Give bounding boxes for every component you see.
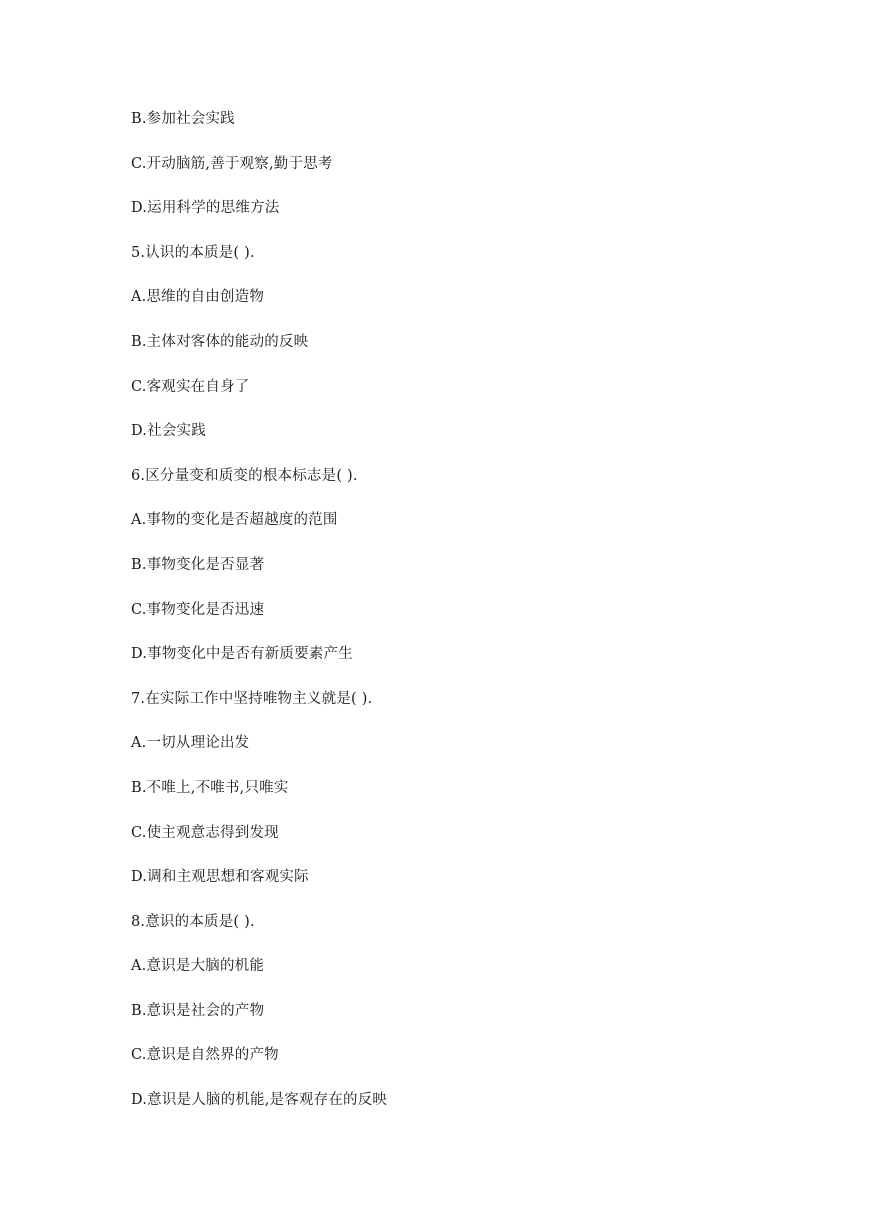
- option-text: C.事物变化是否迅速: [131, 601, 265, 618]
- question-list: [131, 108, 831, 1134]
- question-text: 8.意识的本质是( ).: [131, 913, 255, 930]
- option-text: C.意识是自然界的产物: [131, 1047, 279, 1064]
- option-text: B.参加社会实践: [131, 111, 235, 127]
- option-text: A.思维的自由创造物: [131, 289, 265, 306]
- option-text: A.一切从理论出发: [131, 735, 250, 752]
- option-text: C.客观实在自身了: [131, 378, 250, 395]
- option-text: A.事物的变化是否超越度的范围: [131, 512, 338, 529]
- option-text: C.使主观意志得到发现: [131, 824, 279, 841]
- option-text: C.开动脑筋,善于观察,勤于思考: [131, 155, 333, 172]
- question-text: 5.认识的本质是( ).: [131, 244, 255, 261]
- option-text: D.社会实践: [131, 423, 206, 440]
- question-text: 6.区分量变和质变的根本标志是( ).: [131, 467, 358, 484]
- option-text: B.主体对客体的能动的反映: [131, 333, 309, 350]
- option-text: B.事物变化是否显著: [131, 556, 265, 573]
- option-text: D.运用科学的思维方法: [131, 200, 280, 217]
- option-text: B.不唯上,不唯书,只唯实: [131, 779, 289, 796]
- question-text: 7.在实际工作中坚持唯物主义就是( ).: [131, 690, 373, 707]
- option-text: D.意识是人脑的机能,是客观存在的反映: [131, 1092, 388, 1109]
- option-text: B.意识是社会的产物: [131, 1002, 265, 1019]
- option-text: D.调和主观思想和客观实际: [131, 869, 309, 886]
- option-text: A.意识是大脑的机能: [131, 958, 265, 975]
- option-text: D.事物变化中是否有新质要素产生: [131, 646, 353, 663]
